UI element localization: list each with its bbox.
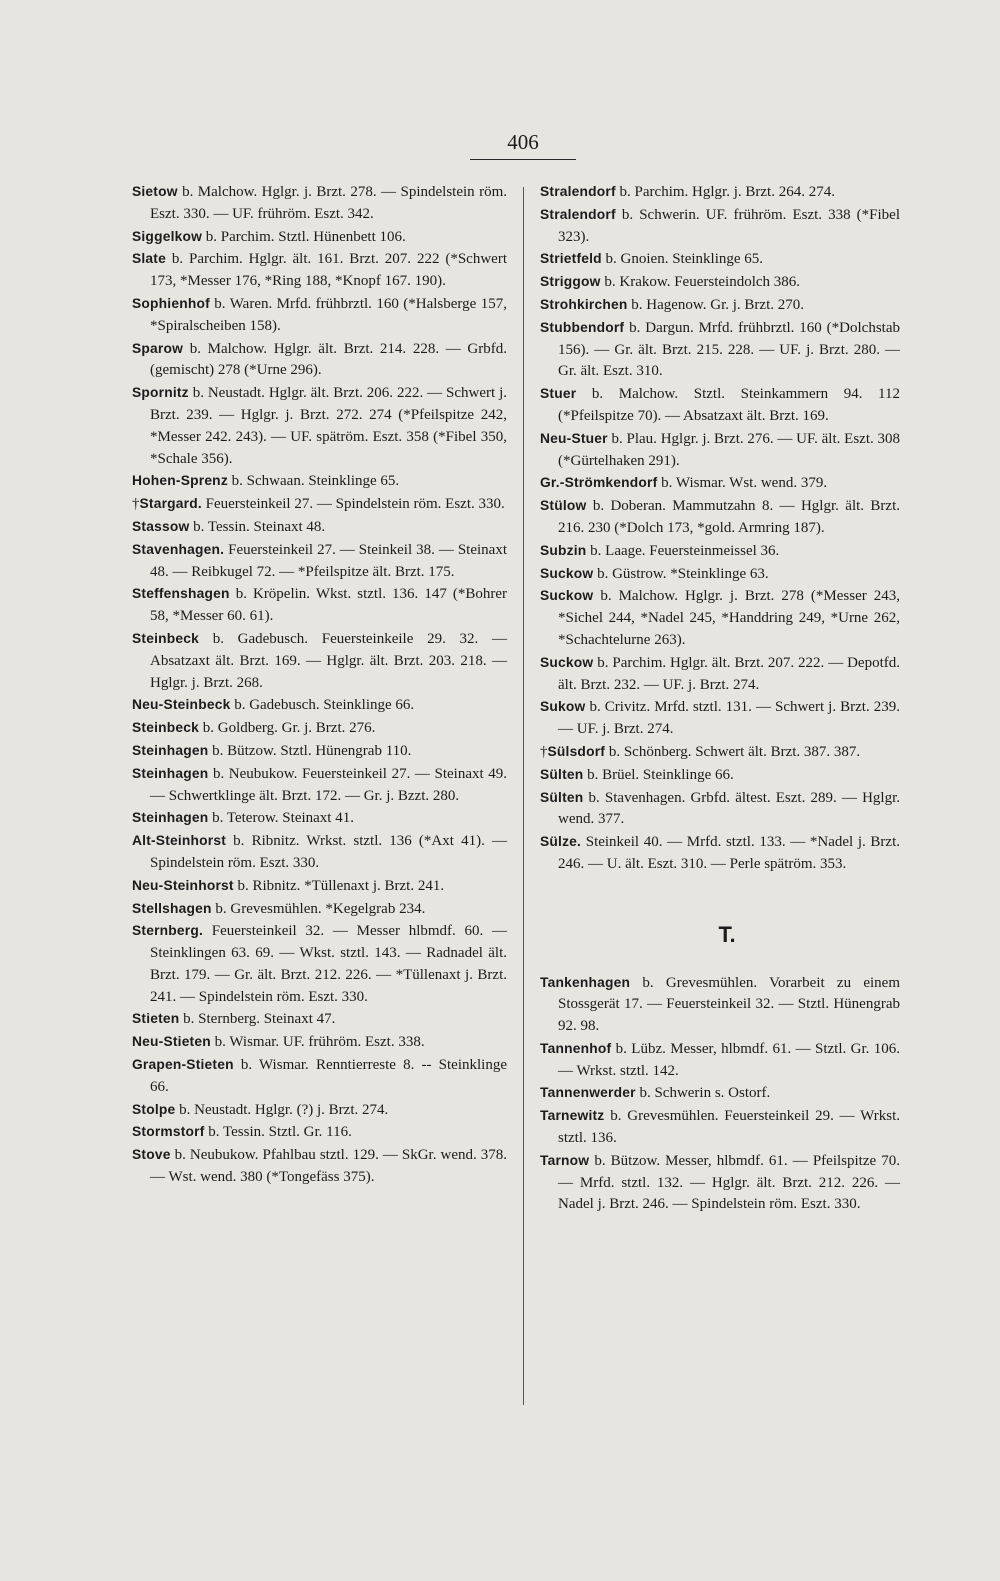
entry-headword: Sülze. — [540, 834, 582, 850]
index-entry — [132, 1054, 507, 1099]
index-entry — [540, 317, 900, 383]
entry-headword: Spornitz — [132, 385, 189, 401]
entry-text: b. Neubukow. Feuersteinkeil 27. — Steinaxt 49. — Schwertklinge ält. Brzt. 172. — Gr. j. Bzzt. 280. — [150, 765, 507, 804]
index-entry — [132, 1031, 507, 1054]
index-entry — [132, 1099, 507, 1122]
index-entry — [540, 764, 900, 787]
entry-text: b. Waren. Mrfd. frühbrztl. 160 (*Halsberge 157, *Spiralscheiben 158). — [150, 295, 507, 334]
column-divider — [523, 187, 524, 1405]
entry-text: b. Teterow. Steinaxt 41. — [208, 810, 354, 827]
index-entry — [132, 516, 507, 539]
entry-text: b. Grevesmühlen. *Kegelgrab 234. — [211, 900, 426, 917]
entry-text: b. Parchim. Stztl. Hünenbett 106. — [202, 228, 406, 245]
index-entry — [540, 1105, 900, 1150]
entry-headword: Stellshagen — [132, 900, 212, 916]
entry-text: b. Gadebusch. Steinklinge 66. — [230, 697, 415, 714]
entry-text: b. Schwerin s. Ostorf. — [635, 1085, 771, 1102]
entry-text: b. Brüel. Steinklinge 66. — [583, 766, 734, 783]
entry-text: b. Schwaan. Steinklinge 65. — [227, 473, 400, 490]
entry-headword: Stülow — [540, 498, 587, 514]
index-entry — [540, 972, 900, 1038]
index-entry — [132, 898, 507, 921]
entry-headword: Stubbendorf — [540, 319, 625, 335]
right-column-t-entries — [540, 972, 900, 1217]
entry-headword: Sternberg. — [132, 923, 203, 939]
entry-text: b. Schwerin. UF. frühröm. Eszt. 338 (*Fibel 323). — [558, 206, 900, 245]
index-entry — [132, 248, 507, 293]
entry-headword: Sietow — [132, 184, 178, 199]
entry-text: b. Güstrow. *Steinklinge 63. — [593, 565, 769, 582]
entry-headword: Gr.-Strömkendorf — [540, 475, 658, 491]
index-entry — [540, 1150, 900, 1216]
entry-text: Feuersteinkeil 27. — Spindelstein röm. Eszt. 330. — [201, 496, 505, 513]
entry-headword: Stormstorf — [132, 1124, 205, 1140]
entry-headword: Sparow — [132, 340, 184, 356]
index-entry — [540, 741, 900, 764]
entry-text: b. Bützow. Stztl. Hünengrab 110. — [208, 742, 412, 759]
entry-headword: Stove — [132, 1147, 171, 1163]
entry-headword: Stargard. — [139, 496, 202, 512]
entry-headword: Steffenshagen — [132, 586, 230, 602]
entry-headword: Suckow — [540, 565, 594, 581]
entry-headword: Slate — [132, 251, 166, 267]
entry-text: b. Grevesmühlen. Vorarbeit zu einem Stossgerät 17. — Feuersteinkeil 32. — Stztl. Hünengrab 92. 98. — [558, 974, 900, 1035]
entry-headword: Neu-Stieten — [132, 1034, 211, 1050]
index-entry — [540, 204, 900, 249]
index-entry — [540, 787, 900, 832]
index-entry — [540, 1082, 900, 1105]
entry-headword: Steinbeck — [132, 630, 199, 646]
index-entry — [540, 563, 900, 586]
entry-headword: Strohkirchen — [540, 296, 628, 312]
index-entry — [540, 181, 900, 204]
entry-headword: Neu-Stuer — [540, 430, 608, 446]
entry-headword: Stolpe — [132, 1101, 176, 1117]
index-entry — [132, 181, 507, 226]
entry-headword: Tarnewitz — [540, 1108, 605, 1124]
left-column — [132, 181, 507, 1189]
entry-text: b. Krakow. Feuersteindolch 386. — [600, 274, 801, 291]
entry-headword: Hohen-Sprenz — [132, 473, 228, 489]
index-entry — [132, 338, 507, 383]
index-entry — [132, 920, 507, 1008]
index-entry — [540, 383, 900, 428]
entry-headword: Striggow — [540, 274, 601, 290]
section-letter-heading: T. — [718, 921, 736, 947]
entry-headword: Sukow — [540, 699, 586, 715]
entry-text: b. Gnoien. Steinklinge 65. — [601, 251, 764, 268]
entry-text: b. Stavenhagen. Grbfd. ältest. Eszt. 289. — Hglgr. wend. 377. — [558, 789, 900, 828]
index-entry — [132, 807, 507, 830]
entry-text: b. Laage. Feuersteinmeissel 36. — [586, 542, 780, 559]
index-entry — [540, 540, 900, 563]
index-entry — [540, 294, 900, 317]
entry-headword: Tannenwerder — [540, 1085, 636, 1101]
entry-headword: Stieten — [132, 1011, 180, 1027]
entry-text: b. Malchow. Stztl. Steinkammern 94. 112 (*Pfeilspitze 70). — Absatzaxt ält. Brzt. 169. — [558, 386, 900, 424]
entry-headword: Sülten — [540, 766, 584, 782]
dagger-mark: † — [540, 743, 548, 760]
entry-text: b. Wismar. Renntierreste 8. -- Steinklinge 66. — [150, 1057, 507, 1095]
entry-text: b. Tessin. Steinaxt 48. — [189, 518, 326, 535]
entry-text: b. Dargun. Mrfd. frühbrztl. 160 (*Dolchstab 156). — Gr. ält. Brzt. 215. 228. — UF. j. Brzt. 280. — Gr. ält. Eszt. 310. — [558, 319, 900, 380]
index-entry — [132, 539, 507, 584]
entry-text: b. Parchim. Hglgr. ält. 161. Brzt. 207. 222 (*Schwert 173, *Messer 176, *Ring 188, *Knopf 167. 190). — [150, 251, 507, 290]
entry-text: b. Wismar. Wst. wend. 379. — [657, 475, 828, 492]
entry-headword: Tankenhagen — [540, 974, 631, 990]
entry-text: Steinkeil 40. — Mrfd. stztl. 133. — *Nadel j. Brzt. 246. — U. ält. Eszt. 310. — Perle spätröm. 353. — [558, 834, 900, 872]
right-column — [540, 181, 900, 1216]
entry-headword: Neu-Steinbeck — [132, 697, 231, 713]
entry-headword: Neu-Steinhorst — [132, 877, 234, 893]
index-entry — [132, 470, 507, 493]
page-number: 406 — [470, 130, 576, 160]
entry-text: b. Malchow. Hglgr. j. Brzt. 278 (*Messer 243, *Sichel 244, *Nadel 245, *Handdring 249, *Urne 262, *Schachtelurne 263). — [558, 588, 900, 648]
entry-headword: Siggelkow — [132, 228, 203, 244]
entry-text: b. Tessin. Stztl. Gr. 116. — [204, 1124, 352, 1141]
index-entry — [132, 763, 507, 808]
entry-headword: Suckow — [540, 588, 594, 604]
entry-headword: Tannenhof — [540, 1040, 612, 1056]
entry-headword: Subzin — [540, 542, 587, 558]
entry-headword: Stralendorf — [540, 206, 616, 222]
entry-headword: Steinhagen — [132, 742, 209, 758]
entry-text: b. Parchim. Hglgr. ält. Brzt. 207. 222. — Depotfd. ält. Brzt. 232. — UF. j. Brzt. 274. — [558, 654, 900, 693]
index-entry — [540, 585, 900, 651]
index-entry — [540, 472, 900, 495]
entry-headword: Stassow — [132, 518, 190, 534]
entry-headword: Alt-Steinhorst — [132, 833, 227, 849]
entry-text: Feuersteinkeil 27. — Steinkeil 38. — Steinaxt 48. — Reibkugel 72. — *Pfeilspitze ält. Brzt. 175. — [150, 541, 507, 580]
entry-text: b. Hagenow. Gr. j. Brzt. 270. — [627, 296, 804, 313]
entry-text: Feuersteinkeil 32. — Messer hlbmdf. 60. — Steinklingen 63. 69. — Wkst. stztl. 143. — Radnadel ält. Brzt. 179. — Gr. ält. Brzt. 212. 226. — *Tüllenaxt j. Brzt. 241. — Spindelstein röm. Eszt. 330. — [150, 923, 507, 1005]
index-entry — [540, 831, 900, 876]
index-entry — [540, 248, 900, 271]
entry-text: b. Parchim. Hglgr. j. Brzt. 264. 274. — [615, 184, 835, 200]
entry-headword: Sülten — [540, 789, 584, 805]
entry-text: b. Crivitz. Mrfd. stztl. 131. — Schwert j. Brzt. 239. — UF. j. Brzt. 274. — [558, 699, 900, 738]
dagger-mark: † — [132, 496, 140, 513]
entry-text: b. Malchow. Hglgr. ält. Brzt. 214. 228. — Grbfd. (gemischt) 278 (*Urne 296). — [150, 340, 507, 379]
index-entry — [132, 382, 507, 470]
entry-text: b. Goldberg. Gr. j. Brzt. 276. — [198, 720, 376, 737]
entry-text: b. Malchow. Hglgr. j. Brzt. 278. — Spindelstein röm. Eszt. 330. — UF. frühröm. Eszt. 342. — [150, 184, 507, 222]
entry-headword: Steinbeck — [132, 720, 199, 736]
index-entry — [540, 696, 900, 741]
index-entry — [132, 717, 507, 740]
entry-text: b. Plau. Hglgr. j. Brzt. 276. — UF. ält. Eszt. 308 (*Gürtelhaken 291). — [558, 430, 900, 469]
entry-headword: Sülsdorf — [547, 743, 606, 759]
index-entry — [132, 875, 507, 898]
index-entry — [540, 1038, 900, 1083]
entry-headword: Stuer — [540, 386, 577, 402]
entry-text: b. Sternberg. Steinaxt 47. — [179, 1011, 336, 1028]
index-entry — [132, 493, 507, 516]
index-entry — [132, 1121, 507, 1144]
entry-headword: Sophienhof — [132, 295, 210, 311]
index-entry — [132, 694, 507, 717]
entry-text: b. Grevesmühlen. Feuersteinkeil 29. — Wrkst. stztl. 136. — [558, 1108, 900, 1147]
index-entry — [540, 495, 900, 540]
right-column-s-entries — [540, 181, 900, 876]
entry-text: b. Gadebusch. Feuersteinkeile 29. 32. — Absatzaxt ält. Brzt. 169. — Hglgr. ält. Brzt. 203. 218. — Hglgr. j. Brzt. 268. — [150, 630, 507, 691]
entry-headword: Grapen-Stieten — [132, 1057, 234, 1073]
index-entry — [540, 271, 900, 294]
index-entry — [132, 628, 507, 694]
index-entry — [132, 583, 507, 628]
entry-headword: Suckow — [540, 654, 594, 670]
index-entry — [132, 293, 507, 338]
entry-text: b. Ribnitz. Wrkst. stztl. 136 (*Axt 41). — Spindelstein röm. Eszt. 330. — [150, 833, 507, 871]
index-entry — [132, 830, 507, 875]
entry-text: b. Ribnitz. *Tüllenaxt j. Brzt. 241. — [233, 877, 445, 894]
entry-headword: Steinhagen — [132, 765, 209, 781]
entry-text: b. Neubukow. Pfahlbau stztl. 129. — SkGr. wend. 378. — Wst. wend. 380 (*Tongefäss 375). — [150, 1147, 507, 1186]
entry-text: b. Bützow. Messer, hlbmdf. 61. — Pfeilspitze 70. — Mrfd. stztl. 132. — Hglgr. ält. Brzt. 212. 226. — Nadel j. Brzt. 246. — Spindelstein röm. Eszt. 330. — [558, 1152, 900, 1213]
entry-headword: Tarnow — [540, 1152, 590, 1168]
entry-text: b. Lübz. Messer, hlbmdf. 61. — Stztl. Gr. 106. — Wrkst. stztl. 142. — [558, 1040, 900, 1079]
index-entry — [540, 428, 900, 473]
index-entry — [132, 1144, 507, 1189]
index-entry — [132, 226, 507, 249]
index-entry — [132, 740, 507, 763]
entry-headword: Stralendorf — [540, 184, 616, 199]
entry-text: b. Doberan. Mammutzahn 8. — Hglgr. ält. Brzt. 216. 230 (*Dolch 173, *gold. Armring 187). — [558, 498, 900, 536]
entry-headword: Stavenhagen. — [132, 541, 225, 557]
entry-text: b. Kröpelin. Wkst. stztl. 136. 147 (*Bohrer 58, *Messer 60. 61). — [150, 586, 507, 625]
entry-text: b. Neustadt. Hglgr. (?) j. Brzt. 274. — [175, 1101, 389, 1118]
entry-text: b. Wismar. UF. frühröm. Eszt. 338. — [210, 1034, 425, 1051]
index-entry — [132, 1008, 507, 1031]
entry-text: b. Schönberg. Schwert ält. Brzt. 387. 387. — [605, 743, 861, 760]
entry-headword: Steinhagen — [132, 810, 209, 826]
entry-headword: Strietfeld — [540, 251, 602, 267]
index-entry — [540, 652, 900, 697]
entry-text: b. Neustadt. Hglgr. ält. Brzt. 206. 222. — Schwert j. Brzt. 239. — Hglgr. j. Brzt. 272. 274 (*Pfeilspitze 242, *Messer 242. 243). — UF. spätröm. Eszt. 358 (*Fibel 350, *Schale 356). — [150, 385, 507, 467]
